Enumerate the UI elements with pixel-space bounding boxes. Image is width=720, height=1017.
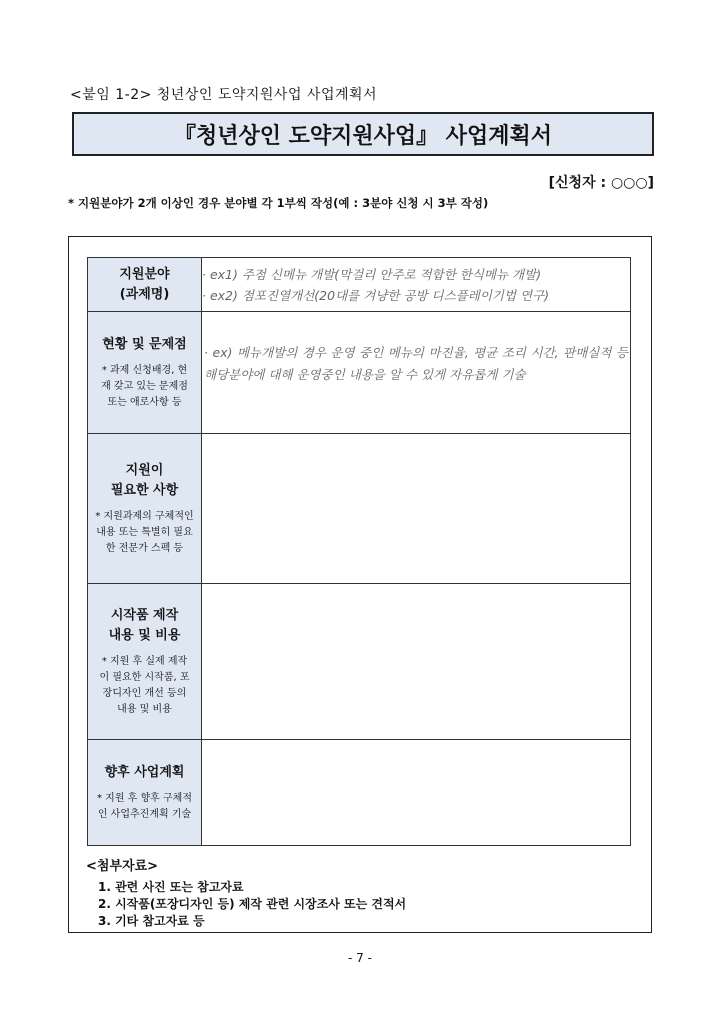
row-sub-note: * 지원 후 향후 구체적인 사업추진계획 기술	[97, 792, 192, 820]
attachment-header: <붙임 1-2> 청년상인 도약지원사업 사업계획서	[70, 87, 378, 103]
row-content-cell[interactable]	[202, 434, 631, 584]
attachments-title: <첨부자료>	[86, 859, 159, 874]
table-row	[88, 740, 631, 846]
row-label-cell	[88, 584, 202, 740]
table-row	[88, 584, 631, 740]
document-title: 『청년상인 도약지원사업』 사업계획서	[72, 112, 654, 156]
row-label-2: (과제명)	[119, 286, 170, 302]
plan-table	[87, 257, 631, 846]
row-label-2: 필요한 사항	[110, 482, 179, 498]
row-label: 향후 사업계획	[104, 764, 185, 780]
row-label-cell	[88, 312, 202, 434]
applicant-field: [신청자 : ○○○]	[548, 175, 654, 191]
row-label: 현황 및 문제점	[102, 336, 187, 352]
page-number: - 7 -	[348, 951, 372, 965]
table-row	[88, 312, 631, 434]
row-label-2: 내용 및 비용	[108, 627, 181, 643]
example-line: · ex2) 점포진열개선(20대를 겨냥한 공방 디스플레이기법 연구)	[202, 287, 550, 303]
attachment-item: 3. 기타 참고자료 등	[98, 914, 205, 928]
row-content-cell[interactable]	[202, 258, 631, 312]
instruction-note: * 지원분야가 2개 이상인 경우 분야별 각 1부씩 작성(예 : 3분야 신청 시 3부 작성)	[68, 196, 489, 210]
row-content-cell[interactable]	[202, 312, 631, 434]
row-content-cell[interactable]	[202, 740, 631, 846]
table-row	[88, 258, 631, 312]
attachment-item: 2. 시작품(포장디자인 등) 제작 관련 시장조사 또는 견적서	[98, 897, 407, 911]
attachment-item: 1. 관련 사진 또는 참고자료	[98, 880, 244, 894]
row-label: 시작품 제작	[110, 607, 179, 623]
row-sub-note: * 지원 후 실제 제작이 필요한 시작품, 포장디자인 개선 등의 내용 및 비용	[99, 655, 190, 715]
table-row	[88, 434, 631, 584]
example-paragraph: · ex) 메뉴개발의 경우 운영 중인 메뉴의 마진율, 평균 조리 시간, 판매실적 등 해당분야에 대해 운영중인 내용을 알 수 있게 자유롭게 기술	[204, 345, 628, 382]
row-label: 지원분야	[119, 266, 170, 282]
row-label-cell	[88, 740, 202, 846]
row-label-cell	[88, 434, 202, 584]
row-content-cell[interactable]	[202, 584, 631, 740]
row-label-cell	[88, 258, 202, 312]
row-sub-note: * 지원과제의 구체적인 내용 또는 특별히 필요한 전문가 스펙 등	[95, 510, 194, 554]
row-sub-note: * 과제 신청배경, 현재 갖고 있는 문제점 또는 애로사항 등	[101, 364, 188, 408]
attachments-list	[98, 879, 406, 930]
row-label: 지원이	[125, 462, 164, 478]
example-line: · ex1) 주점 신메뉴 개발(막걸리 안주로 적합한 한식메뉴 개발)	[202, 266, 542, 282]
